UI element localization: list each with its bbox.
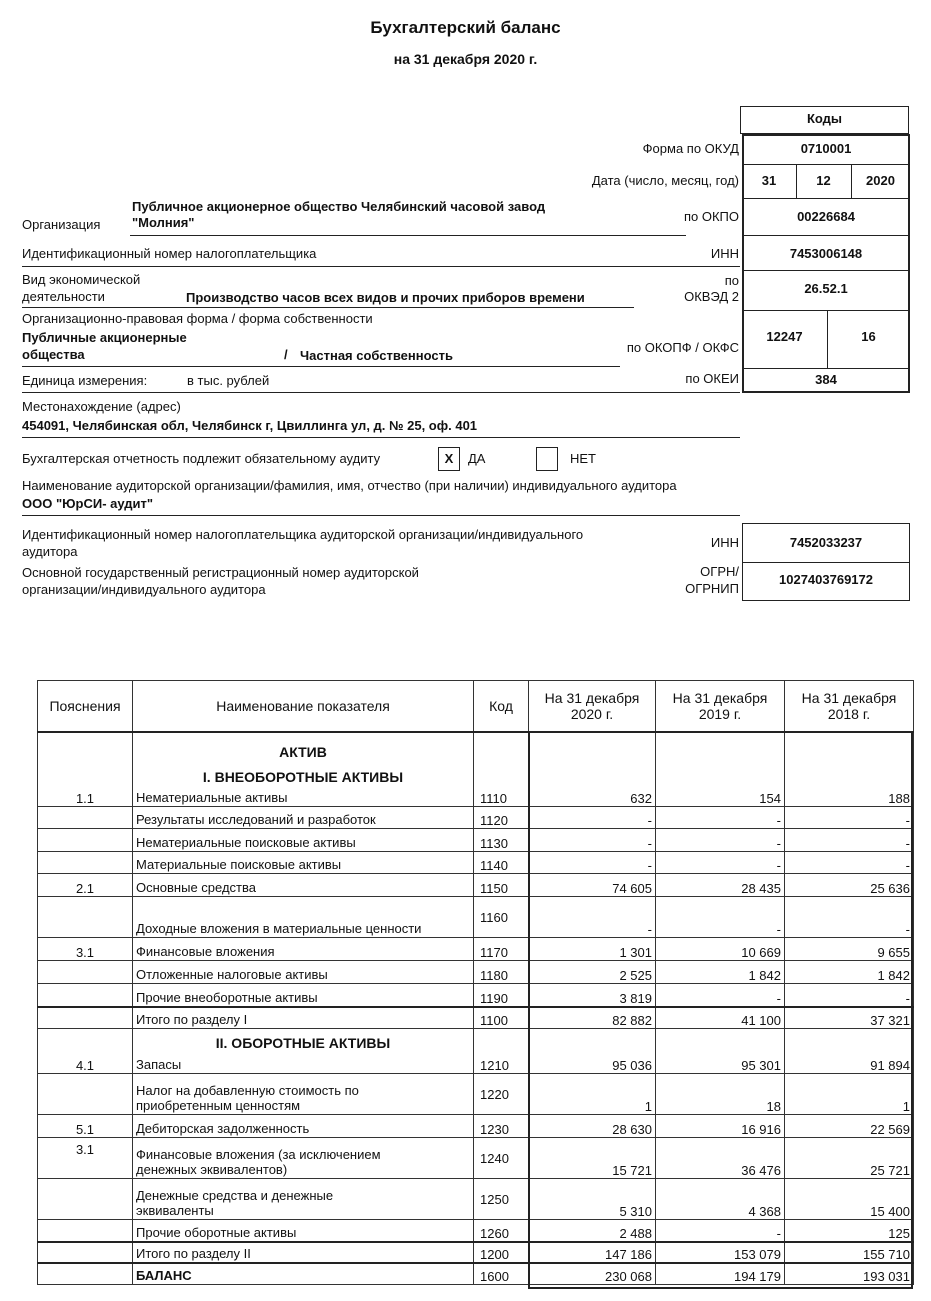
- row-note: 2.1: [38, 874, 133, 897]
- legal-form-label: Организационно-правовая форма / форма собственности: [22, 311, 373, 326]
- row-value-2019: 36 476: [656, 1138, 785, 1179]
- row-code: 1250: [474, 1179, 529, 1220]
- row-note: [38, 1007, 133, 1029]
- row-value-2019: 4 368: [656, 1179, 785, 1220]
- row-value-2020: 3 819: [529, 984, 656, 1007]
- values-frame: [528, 731, 913, 1289]
- auditor-codes-divider: [742, 562, 910, 563]
- auditor-label: Наименование аудиторской организации/фамилия, имя, отчество (при наличии) индивидуального аудитора: [22, 478, 677, 493]
- document-subtitle: на 31 декабря 2020 г.: [393, 51, 538, 67]
- row-value-2018: -: [785, 807, 914, 829]
- activity-label: Вид экономической: [22, 272, 141, 287]
- row-value-2019: 28 435: [656, 874, 785, 897]
- row-value-2020: 15 721: [529, 1138, 656, 1179]
- okpo-value: 00226684: [797, 209, 855, 224]
- okud-label: Форма по ОКУД: [642, 141, 739, 156]
- row-code: 1600: [474, 1263, 529, 1285]
- activity-label: деятельности: [22, 289, 105, 304]
- col-header-2019: На 31 декабря 2019 г.: [656, 681, 785, 732]
- row-value-2018: 125: [785, 1220, 914, 1242]
- row-name: Нематериальные поисковые активы: [133, 829, 474, 852]
- row-note: [38, 829, 133, 852]
- row-value-2018: 9 655: [785, 938, 914, 961]
- audit-question: Бухгалтерская отчетность подлежит обязательному аудиту: [22, 451, 381, 466]
- row-value-2019: -: [656, 829, 785, 852]
- row-value-2020: 82 882: [529, 1007, 656, 1029]
- legal-form-value: Публичные акционерные: [22, 330, 187, 345]
- audit-yes-label: ДА: [468, 451, 486, 466]
- row-value-2019: -: [656, 984, 785, 1007]
- row-note: [38, 1074, 133, 1115]
- row-value-2020: 2 488: [529, 1220, 656, 1242]
- audit-yes-checkbox[interactable]: X: [438, 447, 460, 471]
- legal-form-separator: /: [284, 347, 288, 362]
- okpo-label: по ОКПО: [683, 209, 739, 224]
- document-title: Бухгалтерский баланс: [370, 18, 561, 37]
- row-value-2020: -: [529, 897, 656, 938]
- org-name: "Молния": [132, 215, 195, 230]
- row-value-2020: 28 630: [529, 1115, 656, 1138]
- row-note: 3.1: [38, 1138, 133, 1179]
- codes-divider: [742, 368, 910, 369]
- unit-label: Единица измерения:: [22, 373, 148, 388]
- col-header-2018: На 31 декабря 2018 г.: [785, 681, 914, 732]
- row-note: [38, 961, 133, 984]
- row-value-2018: 25 636: [785, 874, 914, 897]
- row-code: 1200: [474, 1242, 529, 1263]
- col-header-code: Код: [474, 681, 529, 732]
- row-note: [38, 1179, 133, 1220]
- row-note: [38, 984, 133, 1007]
- row-note: 5.1: [38, 1115, 133, 1138]
- row-name: Материальные поисковые активы: [133, 852, 474, 874]
- row-note: [38, 1263, 133, 1285]
- org-underline: [22, 366, 620, 367]
- row-code: 1230: [474, 1115, 529, 1138]
- address-label: Местонахождение (адрес): [22, 399, 181, 414]
- row-value-2019: 10 669: [656, 938, 785, 961]
- row-value-2019: -: [656, 807, 785, 829]
- row-note: [38, 897, 133, 938]
- row-value-2020: 632: [529, 785, 656, 807]
- row-note: [38, 1220, 133, 1242]
- row-value-2020: -: [529, 829, 656, 852]
- activity-value: Производство часов всех видов и прочих приборов времени: [186, 290, 585, 305]
- date-month: 12: [816, 173, 831, 188]
- row-value-2020: 74 605: [529, 874, 656, 897]
- auditor-inn-label: Идентификационный номер налогоплательщика аудиторской организации/индивидуального: [22, 527, 584, 542]
- col-header-2020: На 31 декабря 2020 г.: [529, 681, 656, 732]
- row-name: Итого по разделу I: [133, 1007, 474, 1029]
- okfs-value: 16: [861, 329, 876, 344]
- row-code: 1110: [474, 785, 529, 807]
- audit-no-checkbox[interactable]: [536, 447, 558, 471]
- row-value-2020: 1 301: [529, 938, 656, 961]
- row-value-2018: 22 569: [785, 1115, 914, 1138]
- okei-value: 384: [815, 372, 837, 387]
- row-value-2020: 5 310: [529, 1179, 656, 1220]
- okved-label: ОКВЭД 2: [684, 289, 739, 304]
- row-value-2019: 1 842: [656, 961, 785, 984]
- col-header-name: Наименование показателя: [133, 681, 474, 732]
- org-underline: [22, 437, 740, 438]
- section-1-title: I. ВНЕОБОРОТНЫЕ АКТИВЫ: [133, 760, 474, 785]
- org-underline: [22, 307, 634, 308]
- row-value-2019: 18: [656, 1074, 785, 1115]
- row-value-2019: -: [656, 852, 785, 874]
- row-code: 1140: [474, 852, 529, 874]
- row-value-2019: 153 079: [656, 1242, 785, 1263]
- row-name: Основные средства: [133, 874, 474, 897]
- row-name: Денежные средства и денежные эквиваленты: [133, 1179, 474, 1220]
- section-2-title: II. ОБОРОТНЫЕ АКТИВЫ: [133, 1029, 474, 1051]
- org-underline: [22, 392, 740, 393]
- ownership-value: Частная собственность: [300, 348, 453, 363]
- codes-divider: [742, 270, 910, 271]
- row-code: 1180: [474, 961, 529, 984]
- row-value-2018: 193 031: [785, 1263, 914, 1285]
- row-value-2020: 1: [529, 1074, 656, 1115]
- row-name: Прочие оборотные активы: [133, 1220, 474, 1242]
- row-code: 1150: [474, 874, 529, 897]
- row-value-2018: 155 710: [785, 1242, 914, 1263]
- org-label: Организация: [22, 217, 101, 232]
- okei-label: по ОКЕИ: [685, 371, 739, 386]
- row-name: Доходные вложения в материальные ценности: [133, 897, 474, 938]
- row-code: 1240: [474, 1138, 529, 1179]
- row-name: Результаты исследований и разработок: [133, 807, 474, 829]
- row-value-2018: 188: [785, 785, 914, 807]
- codes-divider: [742, 235, 910, 236]
- auditor-underline: [22, 515, 740, 516]
- auditor-inn-value: 7452033237: [789, 535, 863, 550]
- org-underline: [22, 266, 740, 267]
- row-code: 1170: [474, 938, 529, 961]
- row-value-2018: 1: [785, 1074, 914, 1115]
- row-value-2018: 15 400: [785, 1179, 914, 1220]
- okopf-value: 12247: [766, 329, 803, 344]
- ogrn-label: ОГРН/: [700, 564, 739, 579]
- row-name: Налог на добавленную стоимость по приобретенным ценностям: [133, 1074, 474, 1115]
- ogrn-label: ОГРНИП: [685, 581, 739, 596]
- row-note: 1.1: [38, 785, 133, 807]
- row-note: 4.1: [38, 1051, 133, 1074]
- row-name: Дебиторская задолженность: [133, 1115, 474, 1138]
- row-name: Нематериальные активы: [133, 785, 474, 807]
- row-name: Прочие внеоборотные активы: [133, 984, 474, 1007]
- asset-title: АКТИВ: [133, 732, 474, 760]
- auditor-ogrn-desc: организации/индивидуального аудитора: [22, 582, 266, 597]
- row-note: [38, 852, 133, 874]
- date-label: Дата (число, месяц, год): [591, 173, 739, 188]
- row-value-2019: 95 301: [656, 1051, 785, 1074]
- row-code: 1260: [474, 1220, 529, 1242]
- row-note: [38, 807, 133, 829]
- row-name: БАЛАНС: [133, 1263, 474, 1285]
- codes-divider: [742, 164, 910, 165]
- date-day: 31: [761, 173, 777, 188]
- row-value-2019: -: [656, 897, 785, 938]
- legal-form-value: общества: [22, 347, 85, 362]
- audit-no-label: НЕТ: [570, 451, 596, 466]
- okved-label: по: [724, 273, 739, 288]
- row-value-2019: 154: [656, 785, 785, 807]
- row-code: 1190: [474, 984, 529, 1007]
- codes-divider: [742, 310, 910, 311]
- codes-header: Коды: [806, 111, 843, 126]
- row-value-2020: 95 036: [529, 1051, 656, 1074]
- row-code: 1130: [474, 829, 529, 852]
- okud-value: 0710001: [800, 141, 852, 156]
- row-value-2019: 16 916: [656, 1115, 785, 1138]
- row-name: Финансовые вложения (за исключением денежных эквивалентов): [133, 1138, 474, 1179]
- row-value-2020: -: [529, 852, 656, 874]
- row-value-2018: -: [785, 897, 914, 938]
- inn-code-label: ИНН: [710, 246, 739, 261]
- row-value-2018: -: [785, 829, 914, 852]
- row-code: 1210: [474, 1051, 529, 1074]
- row-value-2020: 2 525: [529, 961, 656, 984]
- auditor-ogrn-value: 1027403769172: [779, 572, 873, 587]
- row-value-2019: -: [656, 1220, 785, 1242]
- row-code: 1100: [474, 1007, 529, 1029]
- row-name: Запасы: [133, 1051, 474, 1074]
- row-name: Итого по разделу II: [133, 1242, 474, 1263]
- row-value-2018: -: [785, 852, 914, 874]
- row-code: 1160: [474, 897, 529, 938]
- row-note: [38, 1242, 133, 1263]
- auditor-inn-label: аудитора: [22, 544, 78, 559]
- codes-divider: [742, 198, 910, 199]
- inn-value: 7453006148: [789, 246, 863, 261]
- okopf-label: по ОКОПФ / ОКФС: [626, 340, 739, 355]
- row-name: Финансовые вложения: [133, 938, 474, 961]
- row-value-2018: -: [785, 984, 914, 1007]
- row-value-2018: 37 321: [785, 1007, 914, 1029]
- row-value-2018: 1 842: [785, 961, 914, 984]
- row-note: 3.1: [38, 938, 133, 961]
- org-inn-label: Идентификационный номер налогоплательщика: [22, 246, 317, 261]
- okved-value: 26.52.1: [804, 281, 848, 296]
- row-name: Отложенные налоговые активы: [133, 961, 474, 984]
- row-value-2018: 25 721: [785, 1138, 914, 1179]
- row-value-2020: 230 068: [529, 1263, 656, 1285]
- unit-value: в тыс. рублей: [187, 373, 270, 388]
- row-code: 1220: [474, 1074, 529, 1115]
- row-value-2019: 41 100: [656, 1007, 785, 1029]
- org-underline: [130, 235, 686, 236]
- org-name: Публичное акционерное общество Челябинский часовой завод: [132, 199, 546, 214]
- row-value-2019: 194 179: [656, 1263, 785, 1285]
- row-code: 1120: [474, 807, 529, 829]
- auditor-inn-code-label: ИНН: [710, 535, 739, 550]
- row-value-2020: 147 186: [529, 1242, 656, 1263]
- date-year: 2020: [866, 173, 895, 188]
- col-header-notes: Пояснения: [38, 681, 133, 732]
- auditor-name: ООО "ЮрСИ- аудит": [22, 496, 154, 511]
- address-value: 454091, Челябинская обл, Челябинск г, Цвиллинга ул, д. № 25, оф. 401: [22, 418, 478, 433]
- row-value-2020: -: [529, 807, 656, 829]
- auditor-ogrn-desc: Основной государственный регистрационный номер аудиторской: [22, 565, 419, 580]
- row-value-2018: 91 894: [785, 1051, 914, 1074]
